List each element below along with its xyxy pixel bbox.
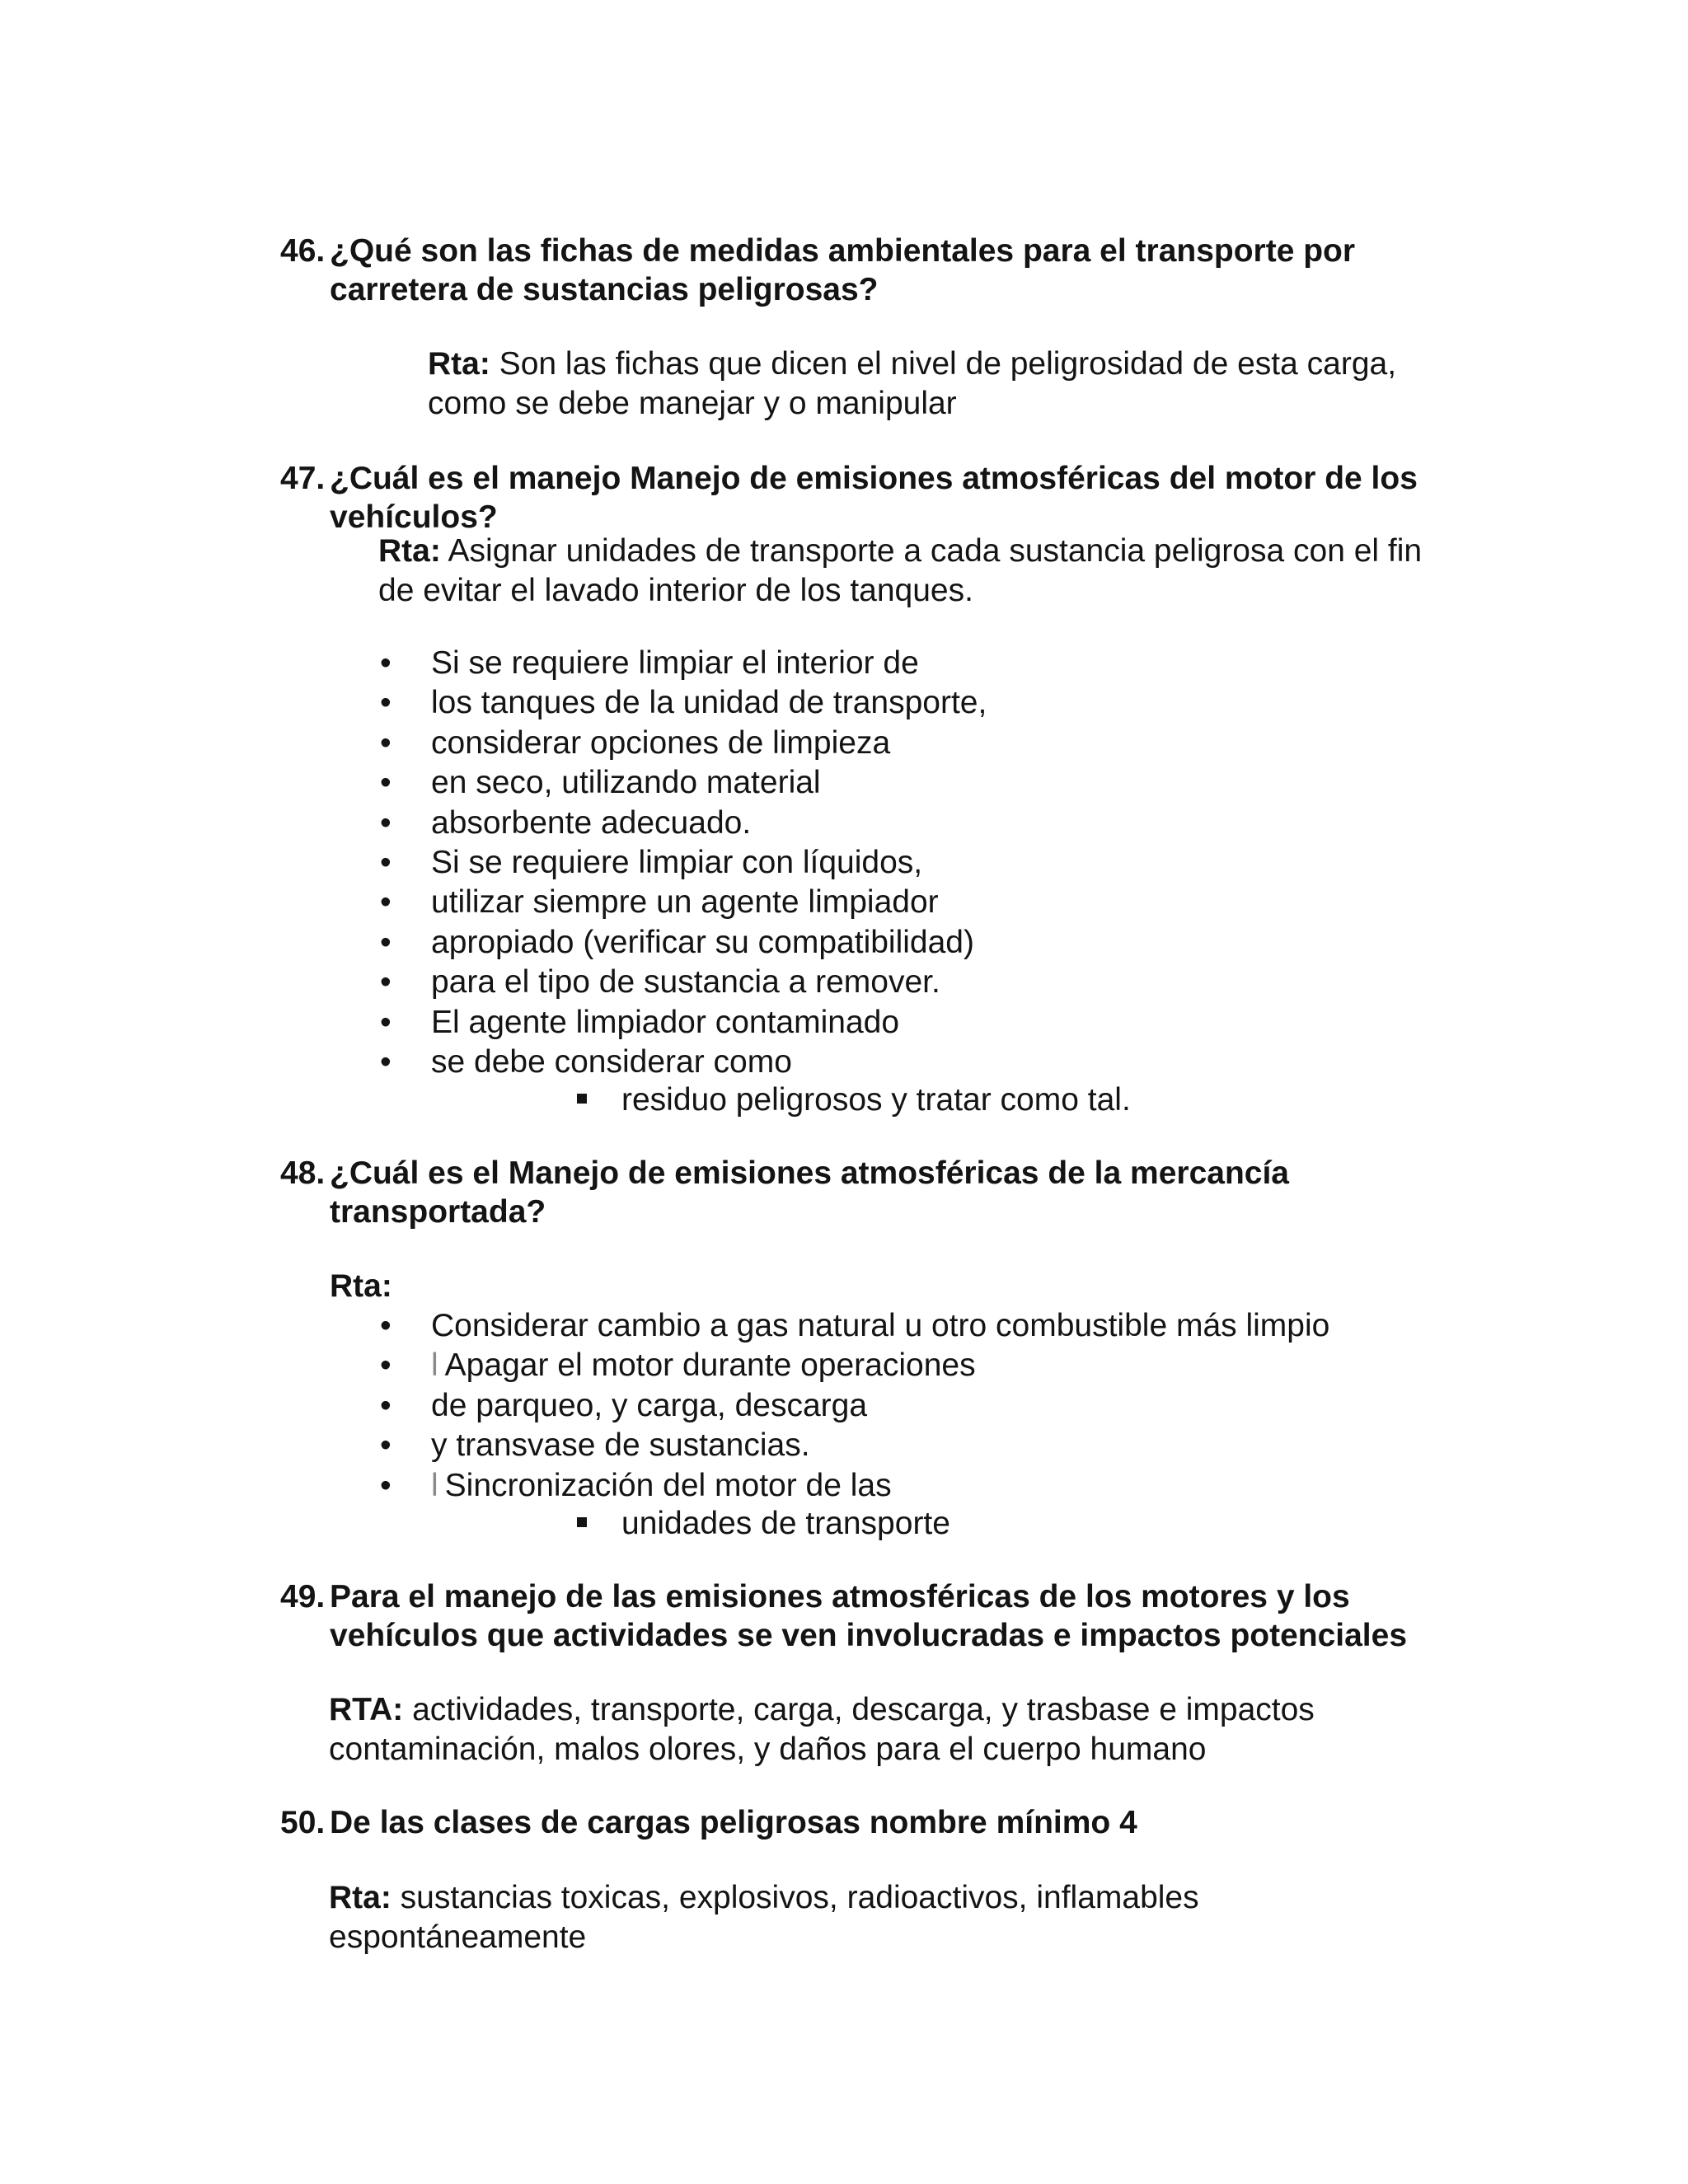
bullet-icon: • (380, 1308, 392, 1343)
bullet-list-47 (380, 644, 987, 1082)
answer-text: sustancias toxicas, explosivos, radioactivos, inflamables espontáneamente (329, 1880, 1199, 1955)
question-number: 46. (280, 233, 326, 269)
list-item: • en seco, utilizando material (380, 763, 987, 803)
sub-item-48: unidades de transporte (577, 1504, 950, 1544)
bullet-icon: • (380, 804, 392, 841)
bullet-icon: • (380, 964, 392, 1001)
answer-text: Son las fichas que dicen el nivel de peligrosidad de esta carga, como se debe manejar y o manipular (428, 346, 1397, 421)
list-item: • considerar opciones de limpieza (380, 724, 987, 763)
list-item: • l Apagar el motor durante operaciones (380, 1346, 1329, 1385)
answer-49 (329, 1690, 1400, 1769)
question-number: 49. (280, 1579, 326, 1615)
square-bullet-icon (577, 1094, 587, 1104)
bar-glyph: l (431, 1347, 438, 1384)
question-number: 50. (280, 1805, 326, 1840)
answer-label: Rta: (330, 1268, 392, 1304)
list-item: • para el tipo de sustancia a remover. (380, 963, 987, 1002)
bar-glyph: l (431, 1467, 438, 1503)
answer-text: actividades, transporte, carga, descarga, y trasbase e impactos contaminación, malos olores, y daños para el cuerpo humano (329, 1692, 1315, 1767)
list-item: • Si se requiere limpiar el interior de (380, 644, 987, 683)
list-item: • los tanques de la unidad de transporte, (380, 683, 987, 723)
bullet-list-48 (380, 1306, 1329, 1506)
answer-48 (330, 1267, 392, 1306)
list-item: • utilizar siempre un agente limpiador (380, 883, 987, 922)
list-item: • Si se requiere limpiar con líquidos, (380, 843, 987, 883)
question-number: 47. (280, 461, 326, 496)
answer-50 (329, 1878, 1277, 1957)
question-number: 48. (280, 1155, 326, 1191)
bullet-icon: • (380, 884, 392, 921)
bullet-icon: • (380, 685, 392, 721)
question-50 (280, 1803, 1467, 1842)
answer-47 (378, 532, 1442, 611)
answer-46 (428, 344, 1442, 424)
bullet-icon: • (380, 724, 392, 761)
bullet-icon: • (380, 1387, 392, 1423)
list-item: • absorbente adecuado. (380, 804, 987, 843)
answer-label: RTA: (329, 1692, 404, 1727)
bullet-icon: • (380, 845, 392, 881)
list-item: • de parqueo, y carga, descarga (380, 1386, 1329, 1426)
question-text: Para el manejo de las emisiones atmosféricas de los motores y los vehículos que actividades se ven involucradas e impactos potenciales (330, 1579, 1408, 1653)
question-48 (280, 1154, 1467, 1231)
question-text: De las clases de cargas peligrosas nombre mínimo 4 (330, 1805, 1137, 1840)
bullet-icon: • (380, 765, 392, 801)
list-item: • se debe considerar como (380, 1043, 987, 1082)
question-text: ¿Cuál es el Manejo de emisiones atmosféricas de la mercancía transportada? (330, 1155, 1290, 1230)
answer-label: Rta: (329, 1880, 392, 1915)
bullet-icon: • (380, 1467, 392, 1503)
bullet-icon: • (380, 924, 392, 960)
bullet-icon: • (380, 1347, 392, 1384)
bullet-icon: • (380, 1044, 392, 1080)
answer-text: Asignar unidades de transporte a cada sustancia peligrosa con el fin de evitar el lavado interior de los tanques. (378, 533, 1423, 608)
question-49 (280, 1577, 1467, 1655)
bullet-icon: • (380, 1004, 392, 1040)
square-bullet-icon (577, 1517, 587, 1527)
answer-label: Rta: (378, 533, 441, 569)
list-item: • l Sincronización del motor de las (380, 1466, 1329, 1506)
list-item: • y transvase de sustancias. (380, 1426, 1329, 1465)
list-item: • apropiado (verificar su compatibilidad) (380, 923, 987, 963)
bullet-icon: • (380, 645, 392, 681)
question-47 (280, 459, 1467, 537)
sub-item-47: residuo peligrosos y tratar como tal. (577, 1080, 1131, 1120)
question-46 (280, 232, 1467, 309)
list-item: • El agente limpiador contaminado (380, 1003, 987, 1043)
question-text: ¿Cuál es el manejo Manejo de emisiones atmosféricas del motor de los vehículos? (330, 461, 1418, 535)
bullet-icon: • (380, 1427, 392, 1464)
answer-label: Rta: (428, 346, 490, 382)
list-item: • Considerar cambio a gas natural u otro combustible más limpio (380, 1306, 1329, 1346)
question-text: ¿Qué son las fichas de medidas ambientales para el transporte por carretera de sustancias peligrosas? (330, 233, 1356, 307)
